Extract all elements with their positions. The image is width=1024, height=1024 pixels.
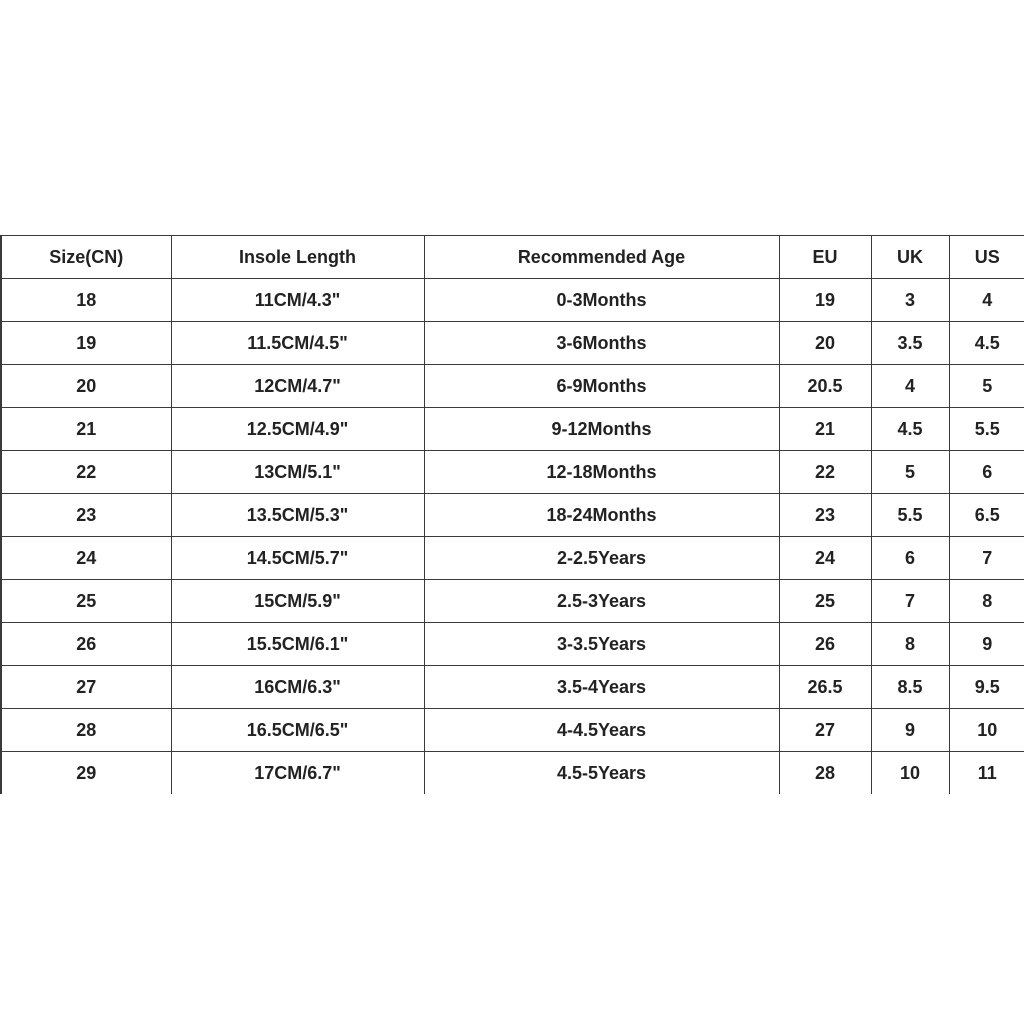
cell-recommended-age: 2.5-3Years (424, 580, 779, 623)
cell-insole-length: 15CM/5.9" (171, 580, 424, 623)
cell-size-cn: 25 (1, 580, 171, 623)
cell-uk: 8 (871, 623, 949, 666)
cell-eu: 27 (779, 709, 871, 752)
cell-recommended-age: 0-3Months (424, 279, 779, 322)
cell-uk: 5.5 (871, 494, 949, 537)
cell-insole-length: 14.5CM/5.7" (171, 537, 424, 580)
cell-uk: 4 (871, 365, 949, 408)
cell-insole-length: 11CM/4.3" (171, 279, 424, 322)
cell-recommended-age: 6-9Months (424, 365, 779, 408)
cell-uk: 10 (871, 752, 949, 795)
cell-size-cn: 19 (1, 322, 171, 365)
cell-uk: 6 (871, 537, 949, 580)
table-row (1, 537, 1024, 580)
cell-recommended-age: 4-4.5Years (424, 709, 779, 752)
cell-us: 7 (949, 537, 1024, 580)
cell-eu: 26 (779, 623, 871, 666)
cell-us: 6 (949, 451, 1024, 494)
cell-us: 10 (949, 709, 1024, 752)
table-row (1, 451, 1024, 494)
cell-eu: 19 (779, 279, 871, 322)
cell-insole-length: 13CM/5.1" (171, 451, 424, 494)
cell-recommended-age: 3-6Months (424, 322, 779, 365)
cell-eu: 21 (779, 408, 871, 451)
table-row (1, 623, 1024, 666)
cell-size-cn: 21 (1, 408, 171, 451)
cell-recommended-age: 18-24Months (424, 494, 779, 537)
header-uk: UK (871, 236, 949, 279)
cell-us: 9 (949, 623, 1024, 666)
cell-uk: 4.5 (871, 408, 949, 451)
cell-eu: 25 (779, 580, 871, 623)
cell-us: 11 (949, 752, 1024, 795)
cell-recommended-age: 12-18Months (424, 451, 779, 494)
cell-us: 8 (949, 580, 1024, 623)
cell-recommended-age: 2-2.5Years (424, 537, 779, 580)
header-size-cn: Size(CN) (1, 236, 171, 279)
cell-size-cn: 24 (1, 537, 171, 580)
cell-uk: 9 (871, 709, 949, 752)
cell-size-cn: 20 (1, 365, 171, 408)
cell-eu: 24 (779, 537, 871, 580)
cell-recommended-age: 3.5-4Years (424, 666, 779, 709)
table-header-row (1, 236, 1024, 279)
table-row (1, 365, 1024, 408)
cell-insole-length: 16.5CM/6.5" (171, 709, 424, 752)
cell-insole-length: 13.5CM/5.3" (171, 494, 424, 537)
table-body (1, 279, 1024, 795)
table-row (1, 408, 1024, 451)
cell-uk: 3.5 (871, 322, 949, 365)
cell-recommended-age: 9-12Months (424, 408, 779, 451)
cell-insole-length: 12CM/4.7" (171, 365, 424, 408)
cell-eu: 20 (779, 322, 871, 365)
cell-us: 5.5 (949, 408, 1024, 451)
cell-eu: 20.5 (779, 365, 871, 408)
cell-us: 4 (949, 279, 1024, 322)
cell-size-cn: 23 (1, 494, 171, 537)
cell-us: 6.5 (949, 494, 1024, 537)
table-row (1, 580, 1024, 623)
cell-size-cn: 29 (1, 752, 171, 795)
cell-uk: 7 (871, 580, 949, 623)
cell-size-cn: 26 (1, 623, 171, 666)
table-row (1, 709, 1024, 752)
table-row (1, 279, 1024, 322)
header-us: US (949, 236, 1024, 279)
table-row (1, 752, 1024, 795)
cell-uk: 5 (871, 451, 949, 494)
cell-eu: 22 (779, 451, 871, 494)
cell-size-cn: 27 (1, 666, 171, 709)
table-row (1, 666, 1024, 709)
cell-size-cn: 28 (1, 709, 171, 752)
cell-eu: 23 (779, 494, 871, 537)
header-recommended-age: Recommended Age (424, 236, 779, 279)
header-insole-length: Insole Length (171, 236, 424, 279)
cell-size-cn: 22 (1, 451, 171, 494)
cell-insole-length: 12.5CM/4.9" (171, 408, 424, 451)
cell-uk: 3 (871, 279, 949, 322)
cell-us: 5 (949, 365, 1024, 408)
cell-insole-length: 16CM/6.3" (171, 666, 424, 709)
cell-us: 4.5 (949, 322, 1024, 365)
cell-us: 9.5 (949, 666, 1024, 709)
cell-size-cn: 18 (1, 279, 171, 322)
size-chart-table (0, 235, 1024, 794)
cell-recommended-age: 4.5-5Years (424, 752, 779, 795)
cell-recommended-age: 3-3.5Years (424, 623, 779, 666)
cell-insole-length: 17CM/6.7" (171, 752, 424, 795)
table-row (1, 322, 1024, 365)
cell-eu: 26.5 (779, 666, 871, 709)
cell-eu: 28 (779, 752, 871, 795)
cell-uk: 8.5 (871, 666, 949, 709)
cell-insole-length: 15.5CM/6.1" (171, 623, 424, 666)
header-eu: EU (779, 236, 871, 279)
table-row (1, 494, 1024, 537)
cell-insole-length: 11.5CM/4.5" (171, 322, 424, 365)
